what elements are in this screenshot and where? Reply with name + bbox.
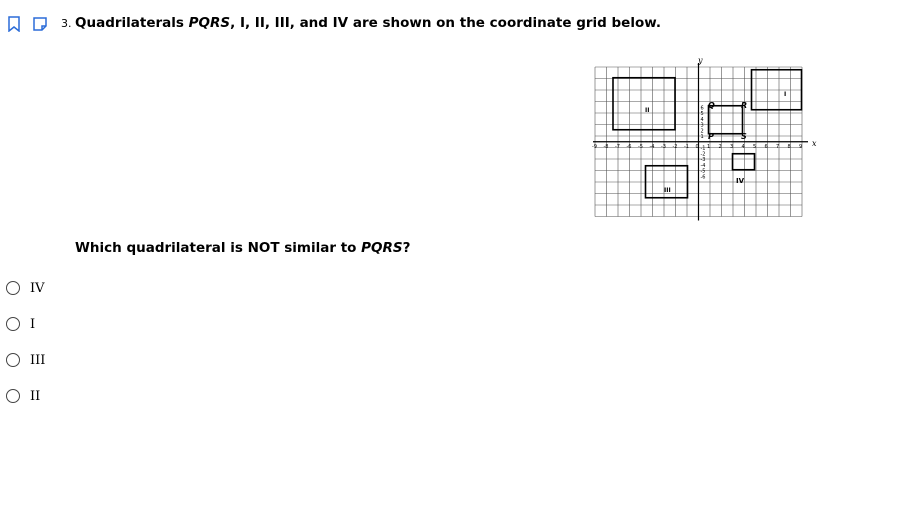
- question-number: 3.: [61, 17, 72, 30]
- y-tick-label: 4: [700, 116, 704, 123]
- x-tick-label: -5: [638, 143, 643, 150]
- point-label-p: P: [708, 132, 714, 141]
- x-tick-label: -3: [661, 143, 666, 150]
- shape-label-ii: II: [645, 107, 650, 114]
- coordinate-grid: [590, 55, 820, 225]
- x-tick-label: 7: [776, 143, 780, 150]
- y-tick-label: 1: [700, 134, 704, 140]
- x-tick-label: -7: [615, 143, 620, 150]
- question-toolbar: [6, 16, 48, 32]
- x-tick-label: 3: [730, 143, 734, 150]
- x-tick-label: 9: [799, 143, 803, 150]
- x-tick-label: -4: [649, 143, 655, 150]
- option-iv[interactable]: IV: [6, 270, 45, 306]
- y-tick-label: -3: [700, 157, 706, 163]
- answer-options: [6, 270, 45, 414]
- radio-button[interactable]: [6, 281, 20, 295]
- point-label-q: Q: [708, 101, 715, 110]
- y-tick-label: -5: [700, 168, 706, 175]
- x-tick-label: -6: [626, 143, 632, 150]
- x-tick-label: 6: [764, 143, 768, 150]
- option-i[interactable]: I: [6, 306, 45, 342]
- option-iii[interactable]: III: [6, 342, 45, 378]
- point-label-r: R: [741, 101, 748, 110]
- x-axis-label: x: [812, 139, 817, 148]
- point-label-s: S: [741, 132, 747, 141]
- question-prompt: Which quadrilateral is NOT similar to PQRS?: [75, 240, 411, 256]
- y-tick-label: 3: [700, 122, 704, 129]
- y-tick-label: 5: [700, 111, 704, 117]
- y-tick-label: -6: [700, 174, 706, 181]
- quad-iv: [733, 154, 755, 170]
- shape-label-i: I: [784, 91, 787, 98]
- x-tick-label: 1: [707, 143, 711, 150]
- y-axis-label: y: [698, 56, 703, 65]
- question-text: Quadrilaterals PQRS, I, II, III, and IV are shown on the coordinate grid below.: [75, 15, 661, 31]
- x-tick-label: 5: [753, 143, 757, 150]
- shape-label-iv: IV: [736, 177, 745, 185]
- y-tick-label: -1: [700, 145, 706, 152]
- x-tick-label: 2: [718, 143, 722, 150]
- x-tick-label: 4: [741, 143, 745, 150]
- bookmark-icon[interactable]: [6, 16, 22, 32]
- x-tick-label: -8: [603, 143, 609, 150]
- y-tick-label: 2: [700, 128, 704, 135]
- y-tick-label: -2: [700, 151, 706, 158]
- radio-button[interactable]: [6, 353, 20, 367]
- note-icon[interactable]: [32, 16, 48, 32]
- radio-button[interactable]: [6, 317, 20, 331]
- y-tick-label: -4: [700, 162, 706, 169]
- x-tick-label: 0: [695, 143, 699, 150]
- y-tick-label: 6: [700, 105, 704, 112]
- shape-label-iii: III: [664, 187, 671, 194]
- quad-ii: [613, 78, 675, 130]
- x-tick-label: -1: [684, 143, 689, 150]
- x-tick-label: 8: [787, 143, 791, 150]
- option-ii[interactable]: II: [6, 378, 45, 414]
- x-tick-label: -9: [592, 143, 597, 150]
- x-tick-label: -2: [672, 143, 678, 150]
- radio-button[interactable]: [6, 389, 20, 403]
